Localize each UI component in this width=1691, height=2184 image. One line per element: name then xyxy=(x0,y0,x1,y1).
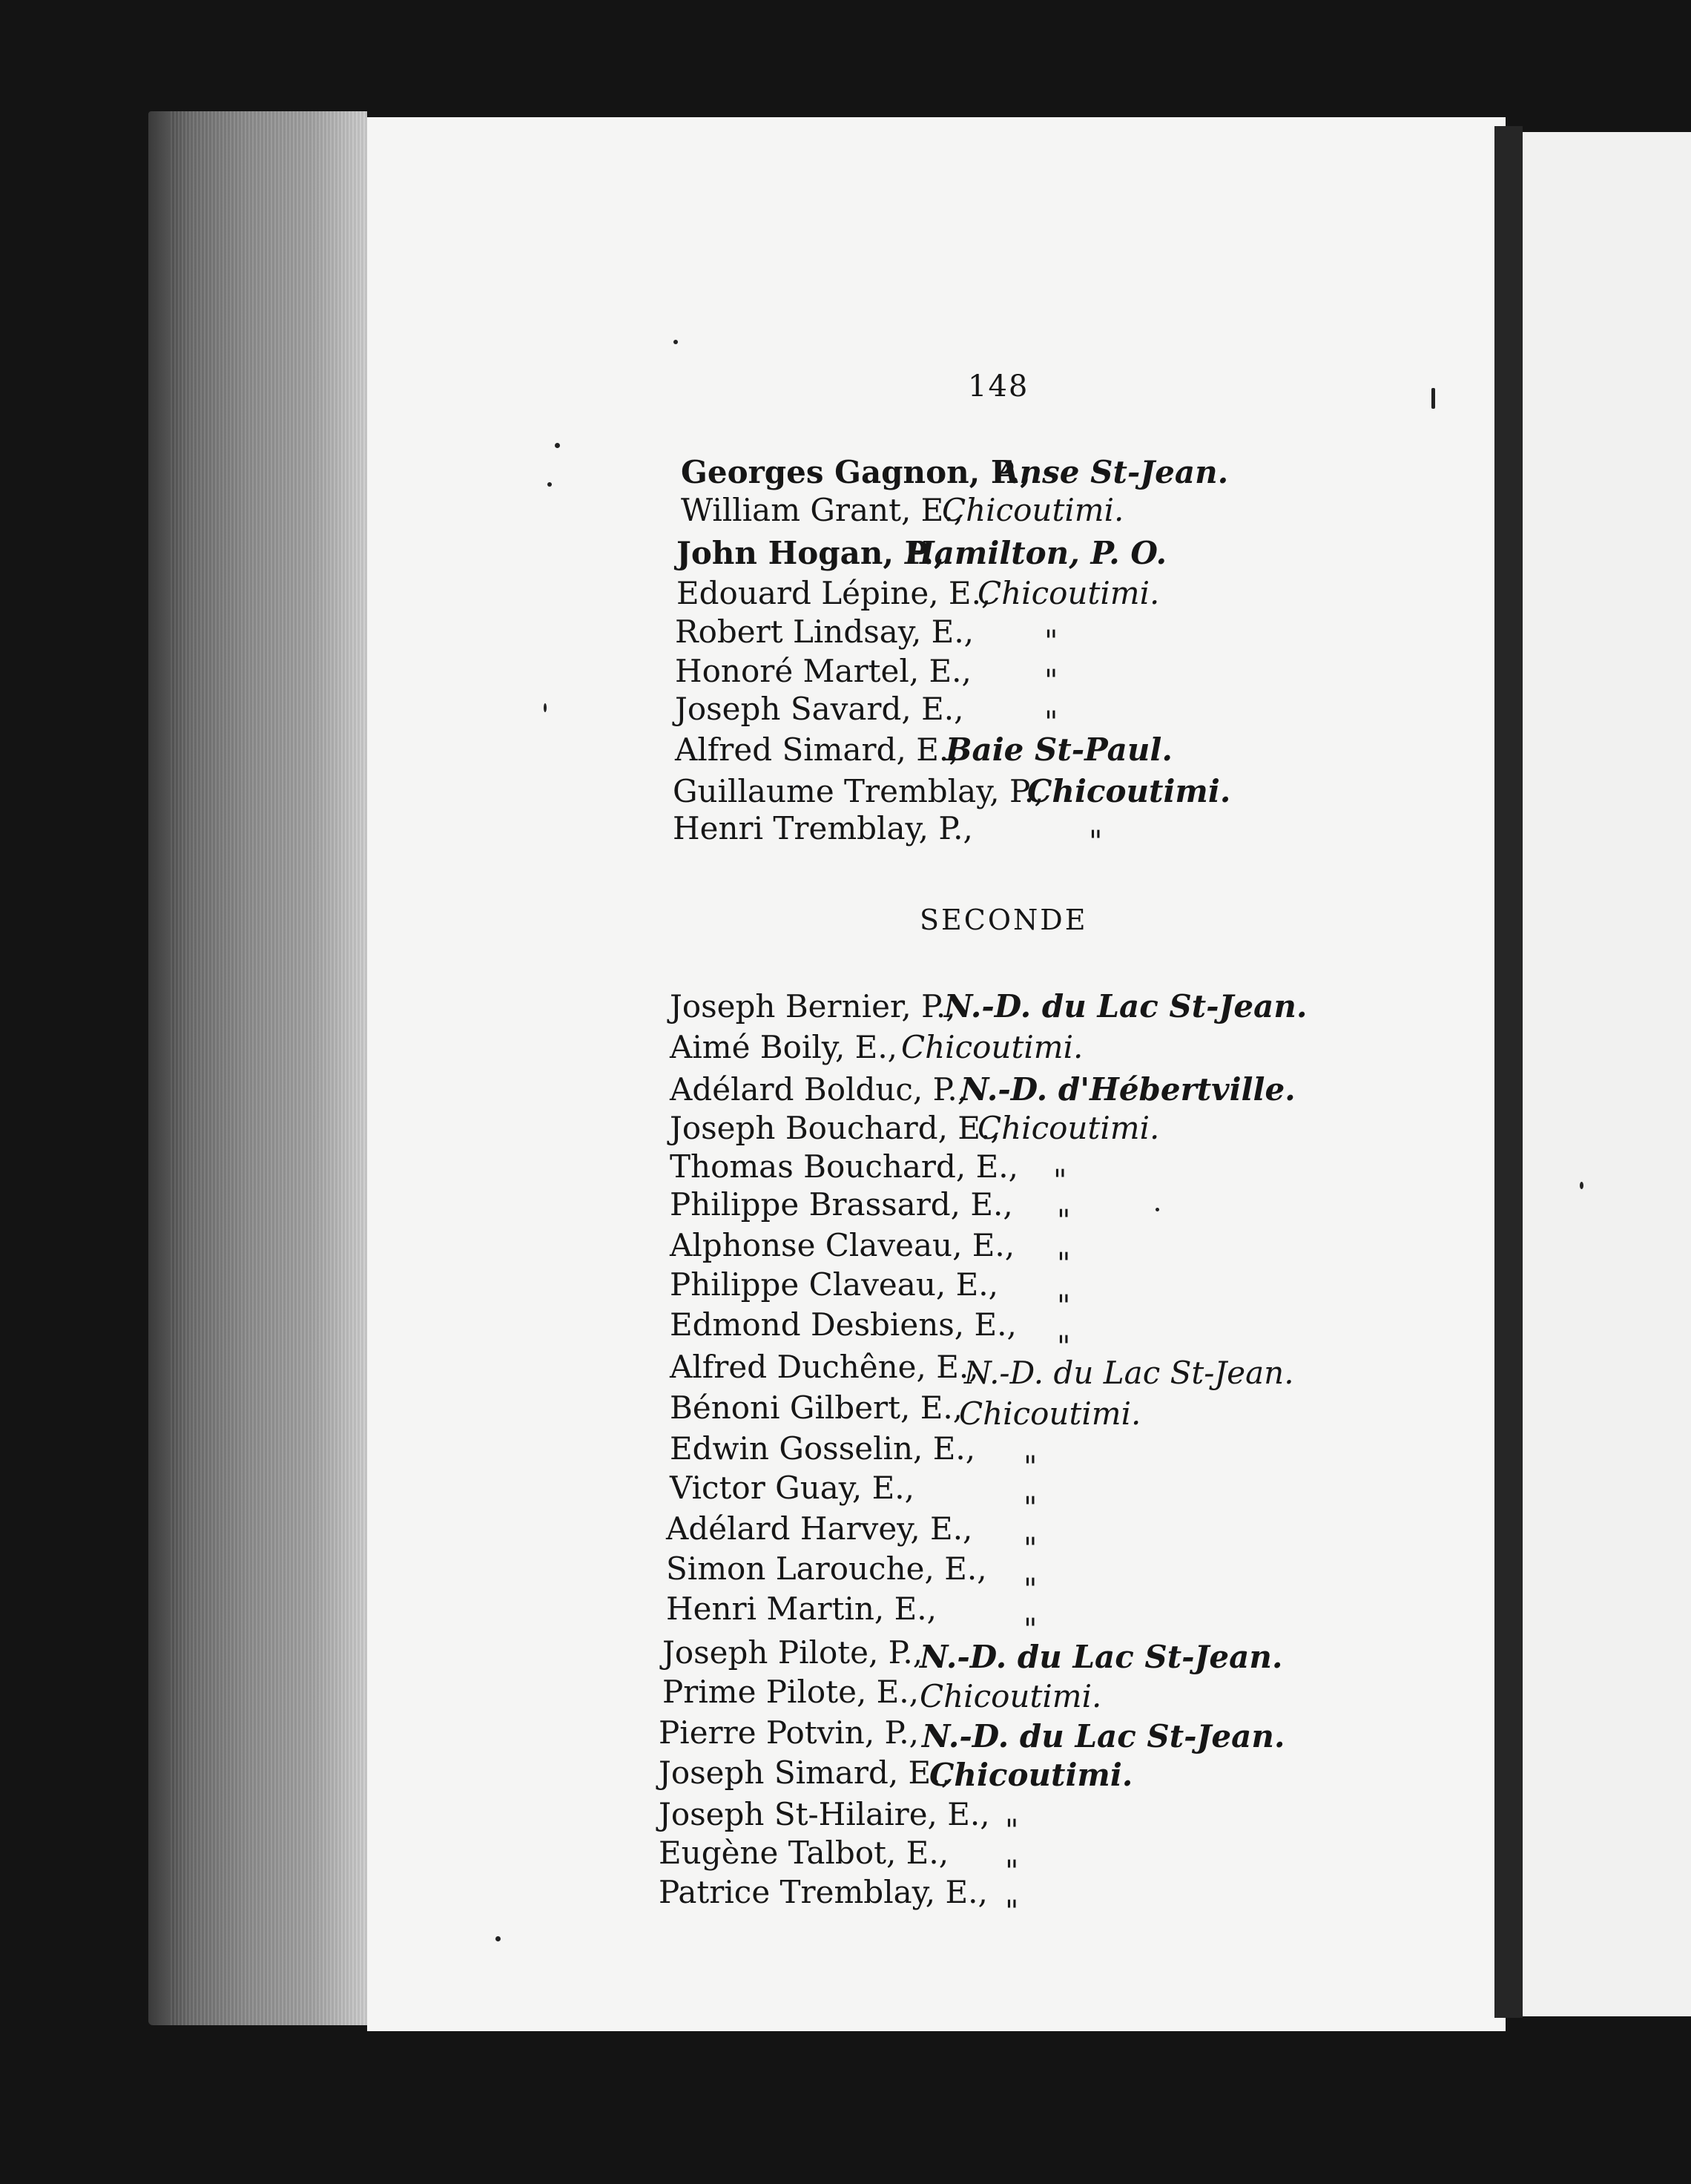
ditto-mark: " xyxy=(1057,1330,1071,1364)
ink-speck xyxy=(547,482,552,487)
list-item-location: N.-D. du Lac St-Jean. xyxy=(964,1355,1294,1391)
list-item-location: Chicoutimi. xyxy=(901,1029,1084,1065)
list-item-name: Joseph Bouchard, E., xyxy=(670,1110,1001,1146)
list-item-location: Chicoutimi. xyxy=(978,1110,1160,1146)
list-item-name: Victor Guay, E., xyxy=(670,1470,914,1506)
list-item-name: Alfred Duchêne, E., xyxy=(670,1349,979,1385)
list-item-location: Chicoutimi. xyxy=(978,575,1160,611)
list-item-location: Anse St-Jean. xyxy=(995,454,1229,490)
list-item-name: William Grant, E., xyxy=(681,492,964,528)
ink-speck xyxy=(1156,1208,1159,1211)
book-gutter xyxy=(1494,126,1523,2018)
ditto-mark: " xyxy=(1005,1814,1019,1848)
ink-speck xyxy=(495,1936,501,1941)
page-number: 148 xyxy=(968,369,1029,404)
list-item-name: Joseph Simard, E., xyxy=(659,1754,951,1791)
list-item-name: Georges Gagnon, P., xyxy=(681,454,1031,490)
ditto-mark: " xyxy=(1024,1573,1038,1607)
list-item-name: Adélard Harvey, E., xyxy=(666,1510,973,1547)
list-item-location: Chicoutimi. xyxy=(1027,773,1231,809)
list-item-name: Alphonse Claveau, E., xyxy=(670,1227,1015,1263)
ditto-mark: " xyxy=(1057,1289,1071,1323)
list-item-location: Hamilton, P. O. xyxy=(905,535,1167,571)
ditto-mark: " xyxy=(1005,1895,1019,1929)
list-item-name: Honoré Martel, E., xyxy=(675,653,972,689)
ink-speck xyxy=(673,340,678,344)
list-item-name: Joseph St-Hilaire, E., xyxy=(659,1796,990,1832)
list-item-location: Chicoutimi. xyxy=(942,492,1124,528)
ditto-mark: " xyxy=(1024,1613,1038,1647)
list-item-name: Philippe Brassard, E., xyxy=(670,1186,1013,1223)
list-item-name: Bénoni Gilbert, E., xyxy=(670,1389,963,1426)
page-edges xyxy=(148,111,367,2025)
list-item-name: Robert Lindsay, E., xyxy=(675,614,975,650)
list-item-name: Aimé Boily, E., xyxy=(670,1029,898,1065)
ink-speck xyxy=(555,443,560,448)
list-item-location: N.-D. du Lac St-Jean. xyxy=(922,1718,1285,1754)
ditto-mark: " xyxy=(1005,1855,1019,1889)
list-item-name: Joseph Bernier, P., xyxy=(670,988,956,1024)
ditto-mark: " xyxy=(1024,1450,1038,1484)
list-item-name: Edouard Lépine, E., xyxy=(676,575,992,611)
ditto-mark: " xyxy=(1053,1164,1067,1198)
ink-speck xyxy=(1431,388,1435,409)
list-item-name: Joseph Pilote, P., xyxy=(662,1634,923,1671)
list-item-name: Adélard Bolduc, P., xyxy=(670,1071,968,1108)
list-item-name: Henri Martin, E., xyxy=(666,1591,937,1627)
list-item-name: Edmond Desbiens, E., xyxy=(670,1306,1017,1343)
adjacent-page xyxy=(1523,132,1691,2016)
list-item-name: Eugène Talbot, E., xyxy=(659,1835,949,1871)
ditto-mark: " xyxy=(1044,625,1058,659)
list-item-name: Henri Tremblay, P., xyxy=(673,810,973,846)
list-item-location: N.-D. du Lac St-Jean. xyxy=(944,988,1308,1024)
list-item-location: N.-D. d'Hébertville. xyxy=(960,1071,1296,1108)
ditto-mark: " xyxy=(1089,825,1103,859)
list-item-name: Philippe Claveau, E., xyxy=(670,1266,998,1303)
ditto-mark: " xyxy=(1024,1491,1038,1525)
list-item-name: Guillaume Tremblay, P., xyxy=(673,773,1044,809)
list-item-location: Chicoutimi. xyxy=(929,1757,1133,1793)
list-item-name: Simon Larouche, E., xyxy=(666,1550,987,1587)
ditto-mark: " xyxy=(1057,1204,1071,1238)
section-heading: SECONDE xyxy=(920,904,1088,936)
list-item-name: Thomas Bouchard, E., xyxy=(670,1148,1018,1185)
ditto-mark: " xyxy=(1044,705,1058,740)
list-item-name: Patrice Tremblay, E., xyxy=(659,1874,988,1910)
list-item-name: Alfred Simard, E., xyxy=(675,731,959,768)
ditto-mark: " xyxy=(1024,1532,1038,1566)
list-item-location: N.-D. du Lac St-Jean. xyxy=(920,1639,1283,1675)
ditto-mark: " xyxy=(1057,1247,1071,1281)
list-item-name: Pierre Potvin, P., xyxy=(659,1714,919,1751)
list-item-name: John Hogan, P., xyxy=(676,535,945,571)
list-item-name: Edwin Gosselin, E., xyxy=(670,1430,976,1467)
list-item-name: Joseph Savard, E., xyxy=(675,691,964,727)
ditto-mark: " xyxy=(1044,664,1058,698)
ink-speck xyxy=(544,703,547,712)
list-item-location: Chicoutimi. xyxy=(959,1395,1141,1432)
list-item-name: Prime Pilote, E., xyxy=(662,1674,920,1710)
ink-speck xyxy=(1580,1182,1583,1189)
list-item-location: Baie St-Paul. xyxy=(946,731,1173,768)
list-item-location: Chicoutimi. xyxy=(920,1678,1102,1714)
